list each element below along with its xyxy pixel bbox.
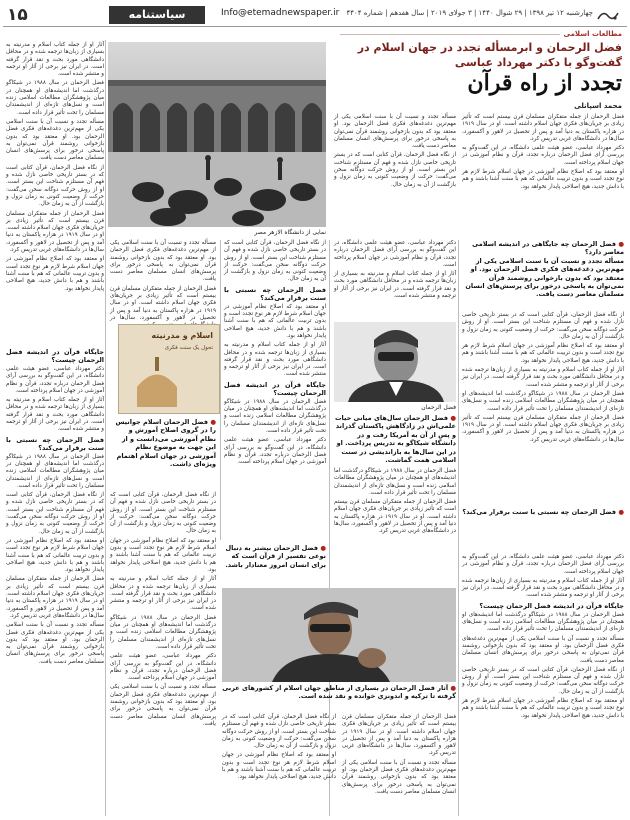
- right-bold-lead: ● فضل الرحمان چه نسبتی با سنت برقرار می‌کند؟: [462, 508, 624, 516]
- paragraph: مسأله تجدد و نسبت آن با سنت اسلامی یکی از مهم‌ترین دغدغه‌های فکری فضل الرحمان بود. او معتقد بود که بدون بازخوانی روشمند قرآن نمی‌توان به پاسخی درخور برای پرسش‌های انسان مسلمان معاصر دست یافت.: [6, 118, 104, 162]
- al-azhar-photo: [108, 42, 326, 227]
- subhead: فضل الرحمان چه نسبتی با سنت برقرار می‌کند؟: [6, 435, 104, 452]
- paragraph: فضل الرحمان در سال ۱۹۸۸ در شیکاگو درگذشت اما اندیشه‌های او همچنان در میان پژوهشگران مطالعات اسلامی زنده است و نسل‌های تازه‌ای از اندیشمندان مسلمان را تحت تأثیر قرار داده است.: [334, 468, 456, 496]
- paragraph: او معتقد بود که اصلاح نظام آموزشی در جهان اسلام شرط لازم هر نوع تجدد است و بدون تربیت عالمانی که هم با سنت آشنا باشند و هم با دانش جدید، هیچ اصلاحی پایدار نخواهد بود.: [110, 537, 216, 573]
- dome-icon: [127, 357, 187, 407]
- kicker-rule: [340, 34, 560, 35]
- book-subtitle: تحول یک سنت فکری: [164, 345, 213, 351]
- portrait-image: [334, 322, 456, 402]
- paragraph: فضل الرحمان از جمله متفکران مسلمان قرن بیستم است که تأثیر زیادی بر جریان‌های فکری جهان اسلام داشته است. او در سال ۱۹۱۹ در هزاره پاکستان به دنیا آمد و پس از تحصیل در لاهور و آکسفورد، سال‌ها در دانشگاه‌های غربی تدریس کرد.: [6, 576, 104, 619]
- column-rule: [105, 40, 106, 816]
- paragraph: فضل الرحمان از جمله متفکران مسلمان قرن بیستم است که تأثیر زیادی بر جریان‌های فکری جهان اسلام داشته است. او در سال ۱۹۱۹ در هزاره پاکستان به دنیا آمد و پس از تحصیل در لاهور و آکسفورد، سال‌ها در دانشگاه‌های غربی تدریس کرد.: [462, 414, 624, 443]
- intro-column: [462, 114, 624, 232]
- portrait-quote: ● فضل الرحمان سال‌های میانی حیات علمی‌اش در زادگاهش پاکستان گذراند و پس از آن به آمریکا رفت و در دانشگاه شیکاگو به تدریس پرداخت. او در این سال‌ها به بازاندیشی در سنت اسلامی همت گماشت.: [334, 414, 456, 465]
- interviewee-photo: [222, 588, 456, 682]
- column-rule: [458, 240, 459, 816]
- book-cover: [118, 324, 220, 414]
- paragraph: فضل الرحمان در سال ۱۹۸۸ در شیکاگو درگذشت اما اندیشه‌های او همچنان در میان پژوهشگران مطالعات اسلامی زنده است و نسل‌های تازه‌ای از اندیشمندان مسلمان را تحت تأثیر قرار داده است.: [6, 453, 104, 489]
- paragraph: فضل الرحمان در سال ۱۹۸۸ در شیکاگو درگذشت اما اندیشه‌های او همچنان در میان پژوهشگران مطالعات اسلامی زنده است و نسل‌های تازه‌ای از اندیشمندان مسلمان را تحت تأثیر قرار داده است.: [110, 614, 216, 650]
- paragraph: او معتقد بود که اصلاح نظام آموزشی در جهان اسلام شرط لازم هر نوع تجدد است و بدون تربیت عالمانی که هم با سنت آشنا باشند و هم با دانش جدید، هیچ اصلاحی پایدار نخواهد بود.: [462, 698, 624, 719]
- page-header: [3, 4, 627, 27]
- portrait-caption: فضل الرحمان: [421, 404, 456, 411]
- paragraph: از نگاه فضل الرحمان، قرآن کتابی است که در بستر تاریخی خاصی نازل شده و فهم آن مستلزم شناخت این بستر است. او از روش حرکت دوگانه سخن می‌گفت: حرکت از وضعیت کنونی به زمان نزول و بازگشت از آن به زمان حال.: [6, 492, 104, 535]
- left-column-top: [6, 42, 104, 342]
- paragraph: فضل الرحمان از جمله متفکران مسلمان قرن بیستم است که تأثیر زیادی بر جریان‌های فکری جهان اسلام داشته است. او در سال ۱۹۱۹ در هزاره پاکستان به دنیا آمد و پس از تحصیل در لاهور و آکسفورد، سال‌ها در: [110, 285, 216, 321]
- subhead: جایگاه قرآن در اندیشه فضل الرحمان چیست؟: [224, 380, 326, 397]
- paragraph: فضل الرحمان در سال ۱۹۸۸ در شیکاگو درگذشت اما اندیشه‌های او همچنان در میان پژوهشگران مطالعات اسلامی زنده است و نسل‌های تازه‌ای از اندیشمندان مسلمان را تحت تأثیر قرار داده است.: [6, 80, 104, 116]
- paragraph: مسأله تجدد و نسبت آن با سنت اسلامی یکی از مهم‌ترین دغدغه‌های فکری فضل الرحمان بود. او معتقد بود که بدون بازخوانی روشمند قرآن نمی‌توان به پاسخی درخور برای پرسش‌های انسان مسلمان معاصر دست یافت.: [342, 759, 456, 795]
- column-rule: [220, 240, 221, 540]
- page-number: ۱۵: [7, 5, 28, 25]
- paragraph: آثار او از جمله کتاب اسلام و مدرنیته به بسیاری از زبان‌ها ترجمه شده و در محافل دانشگاهی مورد بحث و نقد قرار گرفته است. در ایران نیز برخی از آثار او ترجمه و منتشر شده است.: [334, 271, 456, 300]
- paragraph: مسأله تجدد و نسبت آن با سنت اسلامی یکی از مهم‌ترین دغدغه‌های فکری فضل الرحمان بود. او معتقد بود که بدون بازخوانی روشمند قرآن نمی‌توان به پاسخی درخور برای پرسش‌های انسان مسلمان معاصر دست یافت.: [110, 240, 216, 283]
- paragraph: مسأله تجدد و نسبت آن با سنت اسلامی یکی از مهم‌ترین دغدغه‌های فکری فضل الرحمان بود. او معتقد بود که بدون بازخوانی روشمند قرآن نمی‌توان به پاسخی درخور برای پرسش‌های انسان مسلمان معاصر دست یافت.: [6, 622, 104, 665]
- middle-column-bottom: [334, 468, 456, 548]
- paragraph: آثار او از جمله کتاب اسلام و مدرنیته به بسیاری از زبان‌ها ترجمه شده و در محافل دانشگاهی مورد بحث و نقد قرار گرفته است. در ایران نیز برخی از آثار او ترجمه و منتشر شده است.: [6, 397, 104, 433]
- paragraph: آثار او از جمله کتاب اسلام و مدرنیته به بسیاری از زبان‌ها ترجمه شده و در محافل دانشگاهی مورد بحث و نقد قرار گرفته است. در ایران نیز برخی از آثار او ترجمه و منتشر شده است.: [224, 342, 326, 378]
- subhead: جایگاه قرآن در اندیشه فضل الرحمان چیست؟: [479, 601, 624, 610]
- paragraph: آثار او از جمله کتاب اسلام و مدرنیته به بسیاری از زبان‌ها ترجمه شده و در محافل دانشگاهی مورد بحث و نقد قرار گرفته است. در ایران نیز برخی از آثار او ترجمه و منتشر شده است.: [462, 367, 624, 388]
- right-column-bottom: [462, 554, 624, 816]
- interviewee-image: [222, 588, 456, 682]
- paragraph: فضل الرحمان در سال ۱۹۸۸ در شیکاگو درگذشت اما اندیشه‌های او همچنان در میان پژوهشگران مطالعات اسلامی زنده است و نسل‌های تازه‌ای از اندیشمندان مسلمان را تحت تأثیر قرار داده است.: [224, 398, 326, 434]
- paragraph: او معتقد بود که اصلاح نظام آموزشی در جهان اسلام شرط لازم هر نوع تجدد است و بدون تربیت عالمانی که هم با سنت آشنا باشند و هم با دانش جدید، هیچ اصلاحی پایدار نخواهد بود.: [6, 537, 104, 574]
- paragraph: فضل الرحمان از جمله متفکران مسلمان قرن بیستم است که تأثیر زیادی بر جریان‌های فکری جهان اسلام داشته است. او در سال ۱۹۱۹ در هزاره پاکستان به دنیا آمد و پس از تحصیل در لاهور و آکسفورد، سال‌ها در دانشگاه‌های غربی تدریس کرد.: [462, 114, 624, 142]
- paragraph: از نگاه فضل الرحمان، قرآن کتابی است که در بستر تاریخی خاصی نازل شده و فهم آن مستلزم شناخت این بستر است. او از روش حرکت دوگانه سخن می‌گفت: حرکت از وضعیت کنونی به زمان نزول و بازگشت از آن به زمان حال.: [6, 164, 104, 208]
- courtyard-image: [108, 42, 326, 227]
- section-label: سیاستنامه: [109, 6, 205, 24]
- portrait-photo: [334, 322, 456, 402]
- bullet-icon: ●: [616, 508, 624, 516]
- paragraph: دکتر مهرداد عباسی، عضو هیئت علمی دانشگاه، در این گفت‌وگو به بررسی آرای فضل الرحمان درباره تجدد، قرآن و نظام آموزشی در جهان اسلام پرداخته است.: [6, 366, 104, 394]
- paragraph: مسأله تجدد و نسبت آن با سنت اسلامی یکی از مهم‌ترین دغدغه‌های فکری فضل الرحمان بود. او معتقد بود که بدون بازخوانی روشمند قرآن نمی‌توان به پاسخی درخور برای پرسش‌های انسان مسلمان معاصر دست یافت.: [334, 114, 456, 150]
- center-column: [224, 240, 326, 540]
- bullet-icon: ●: [448, 684, 456, 692]
- paragraph: از نگاه فضل الرحمان، قرآن کتابی است که در بستر تاریخی خاصی نازل شده و فهم آن مستلزم شناخت این بستر است. او از روش حرکت دوگانه سخن می‌گفت: حرکت از وضعیت کنونی به زمان نزول و بازگشت از آن به زمان حال.: [334, 152, 456, 188]
- book-quote: ● فضل الرحمان اسلام جوانیس را در گروی اصلاح آموزش و نظام آموزشی می‌دانست و از این جهت به موضوع نظام آموزشی در جهان اسلام اهتمام ویژه‌ای داشت.: [115, 418, 216, 469]
- article-author: محمد اسپانلی: [574, 102, 622, 110]
- paragraph: مسأله تجدد و نسبت آن با سنت اسلامی یکی از مهم‌ترین دغدغه‌های فکری فضل الرحمان بود. او معتقد بود که بدون بازخوانی روشمند قرآن نمی‌توان به پاسخی درخور برای پرسش‌های انسان مسلمان معاصر دست یافت.: [110, 684, 216, 727]
- newspaper-logo-icon: [595, 7, 621, 24]
- paragraph: آثار او از جمله کتاب اسلام و مدرنیته به بسیاری از زبان‌ها ترجمه شده و در محافل دانشگاهی مورد بحث و نقد قرار گرفته است. در ایران نیز برخی از آثار او ترجمه و منتشر شده است.: [110, 576, 216, 612]
- paragraph: دکتر مهرداد عباسی، عضو هیئت علمی دانشگاه، در این گفت‌وگو به بررسی آرای فضل الرحمان درباره تجدد، قرآن و نظام آموزشی در جهان اسلام پرداخته است.: [462, 145, 624, 166]
- paragraph: دکتر مهرداد عباسی، عضو هیئت علمی دانشگاه، در این گفت‌وگو به بررسی آرای فضل الرحمان درباره تجدد، قرآن و نظام آموزشی در جهان اسلام پرداخته است.: [462, 554, 624, 575]
- email-address[interactable]: Info@etemadnewspaper.ir: [221, 8, 340, 18]
- paragraph: دکتر مهرداد عباسی، عضو هیئت علمی دانشگاه، در این گفت‌وگو به بررسی آرای فضل الرحمان درباره تجدد، قرآن و نظام آموزشی در جهان اسلام پرداخته است.: [110, 653, 216, 682]
- dateline: چهارشنبه ۱۲ تیر ۱۳۹۸ | ۲۹ شوال ۱۴۴۰ | ۳ جولای ۲۰۱۹ | سال هفدهم | شماره ۴۴۰۴: [346, 9, 593, 17]
- paragraph: او معتقد بود که اصلاح نظام آموزشی در جهان اسلام شرط لازم هر نوع تجدد است و بدون تربیت عالمانی که هم با سنت آشنا باشند و هم با دانش جدید، هیچ اصلاحی پایدار نخواهد بود.: [222, 752, 336, 781]
- paragraph: از نگاه فضل الرحمان، قرآن کتابی است که در بستر تاریخی خاصی نازل شده و فهم آن مستلزم شناخت این بستر است. او از روش حرکت دوگانه سخن می‌گفت: حرکت از وضعیت کنونی به زمان نزول و بازگشت از آن به زمان حال.: [110, 492, 216, 535]
- right-column-middle: [462, 312, 624, 502]
- bullet-icon: ●: [318, 544, 326, 552]
- paragraph: فضل الرحمان از جمله متفکران مسلمان قرن بیستم است که تأثیر زیادی بر جریان‌های فکری جهان اسلام داشته است. او در سال ۱۹۱۹ در هزاره پاکستان به دنیا آمد و پس از تحصیل در لاهور و آکسفورد، سال‌ها در دانشگاه‌های غربی تدریس کرد.: [342, 714, 456, 757]
- book-title: اسلام و مدرنیته: [151, 331, 213, 340]
- center-quote: ● فضل الرحمان بیشتر به دنبال نوعی تفسیر از قرآن است که برای انسان امروز معنادار باشد.: [225, 544, 326, 569]
- paragraph: او معتقد بود که اصلاح نظام آموزشی در جهان اسلام شرط لازم هر نوع تجدد است و بدون تربیت عالمانی که هم با سنت آشنا باشند و هم با دانش جدید، هیچ اصلاحی پایدار نخواهد بود.: [462, 343, 624, 364]
- paragraph: دکتر مهرداد عباسی، عضو هیئت علمی دانشگاه، در این گفت‌وگو به بررسی آرای فضل الرحمان درباره تجدد، قرآن و نظام آموزشی در جهان اسلام پرداخته است.: [224, 437, 326, 466]
- article-pretitle: فضل الرحمان و ابرمسأله تجدد در جهان اسلام در گفت‌وگو با دکتر مهرداد عباسی: [357, 41, 622, 69]
- paragraph: او معتقد بود که اصلاح نظام آموزشی در جهان اسلام شرط لازم هر نوع تجدد است و بدون تربیت عالمانی که هم با سنت آشنا باشند و هم با دانش جدید، هیچ اصلاحی پایدار نخواهد بود.: [224, 303, 326, 339]
- bold-lead: ● فضل الرحمان چه جایگاهی در اندیشه اسلامی معاصر دارد؟ مسأله تجدد و نسبت آن با سنت اسلامی یکی از مهم‌ترین دغدغه‌های فکری فضل الرحمان بود. او معتقد بود که بدون بازخوانی روشمند قرآن نمی‌توان به پاسخی درخور برای پرسش‌های انسان مسلمان معاصر دست یافت.: [465, 240, 624, 299]
- subhead: جایگاه قرآن در اندیشه فضل الرحمان چیست؟: [6, 348, 104, 364]
- kicker: مطالعات اسلامی: [563, 30, 622, 38]
- intro-column-2: [334, 114, 456, 232]
- paragraph: او معتقد بود که اصلاح نظام آموزشی در جهان اسلام شرط لازم هر نوع تجدد است و بدون تربیت عالمانی که هم با سنت آشنا باشند و هم با دانش جدید، هیچ اصلاحی پایدار نخواهد بود.: [462, 169, 624, 190]
- bottom-center-text: [222, 714, 456, 816]
- left-column-bottom: [6, 346, 104, 816]
- paragraph: او معتقد بود که اصلاح نظام آموزشی در جهان اسلام شرط لازم هر نوع تجدد است و بدون تربیت عالمانی که هم با سنت آشنا باشند و هم با دانش جدید، هیچ اصلاحی پایدار نخواهد بود.: [6, 256, 104, 292]
- subhead: فضل الرحمان چه نسبتی با سنت برقرار می‌کند؟: [224, 285, 326, 302]
- paragraph: فضل الرحمان در سال ۱۹۸۸ در شیکاگو درگذشت اما اندیشه‌های او همچنان در میان پژوهشگران مطالعات اسلامی زنده است و نسل‌های تازه‌ای از اندیشمندان مسلمان را تحت تأثیر قرار داده است.: [462, 611, 624, 633]
- paragraph: آثار او از جمله کتاب اسلام و مدرنیته به بسیاری از زبان‌ها ترجمه شده و در محافل دانشگاهی مورد بحث و نقد قرار گرفته است. در ایران نیز برخی از آثار او ترجمه و منتشر شده است.: [6, 42, 104, 78]
- paragraph: از نگاه فضل الرحمان، قرآن کتابی است که در بستر تاریخی خاصی نازل شده و فهم آن مستلزم شناخت این بستر است. او از روش حرکت دوگانه سخن می‌گفت: حرکت از وضعیت کنونی به زمان نزول و بازگشت از آن به زمان حال.: [462, 312, 624, 340]
- left-middle-column-bottom: [110, 492, 216, 816]
- photo-caption: نمایی از دانشگاه الازهر مصر: [254, 229, 326, 236]
- paragraph: از نگاه فضل الرحمان، قرآن کتابی است که در بستر تاریخی خاصی نازل شده و فهم آن مستلزم شناخت این بستر است. او از روش حرکت دوگانه سخن می‌گفت: حرکت از وضعیت کنونی به زمان نزول و بازگشت از آن به زمان حال.: [462, 666, 624, 695]
- left-middle-column: [110, 240, 216, 320]
- paragraph: فضل الرحمان از جمله متفکران مسلمان قرن بیستم است که تأثیر زیادی بر جریان‌های فکری جهان اسلام داشته است. او در سال ۱۹۱۹ در هزاره پاکستان به دنیا آمد و پس از تحصیل در لاهور و آکسفورد، سال‌ها در دانشگاه‌های غربی تدریس کرد.: [334, 499, 456, 535]
- bullet-icon: ●: [616, 240, 624, 248]
- bullet-icon: ●: [448, 414, 456, 422]
- article-headline: تجدد از راه قرآن: [467, 70, 622, 96]
- paragraph: مسأله تجدد و نسبت آن با سنت اسلامی یکی از مهم‌ترین دغدغه‌های فکری فضل الرحمان بود. او معتقد بود که بدون بازخوانی روشمند قرآن نمی‌توان به پاسخی درخور برای پرسش‌های انسان مسلمان معاصر دست یافت.: [462, 635, 624, 664]
- paragraph: از نگاه فضل الرحمان، قرآن کتابی است که در بستر تاریخی خاصی نازل شده و فهم آن مستلزم شناخت این بستر است. او از روش حرکت دوگانه سخن می‌گفت: حرکت از وضعیت کنونی به زمان نزول و بازگشت از آن به زمان حال.: [224, 240, 326, 283]
- paragraph: فضل الرحمان از جمله متفکران مسلمان قرن بیستم است که تأثیر زیادی بر جریان‌های فکری جهان اسلام داشته است. او در سال ۱۹۱۹ در هزاره پاکستان به دنیا آمد و پس از تحصیل در لاهور و آکسفورد، سال‌ها در دانشگاه‌های غربی تدریس کرد.: [6, 210, 104, 254]
- paragraph: آثار او از جمله کتاب اسلام و مدرنیته به بسیاری از زبان‌ها ترجمه شده و در محافل دانشگاهی مورد بحث و نقد قرار گرفته است. در ایران نیز برخی از آثار او ترجمه و منتشر شده است.: [462, 577, 624, 599]
- interviewee-quote: ● آثار فضل الرحمان در بسیاری از مناطق جهان اسلام از کشورهای عربی گرفته تا ترکیه و اندونزی خوانده و نقد شده است.: [222, 684, 456, 701]
- bullet-icon: ●: [208, 418, 216, 426]
- paragraph: از نگاه فضل الرحمان، قرآن کتابی است که در بستر تاریخی خاصی نازل شده و فهم آن مستلزم شناخت این بستر است. او از روش حرکت دوگانه سخن می‌گفت: حرکت از وضعیت کنونی به زمان نزول و بازگشت از آن به زمان حال.: [222, 714, 336, 750]
- middle-column-top: [334, 240, 456, 320]
- paragraph: فضل الرحمان در سال ۱۹۸۸ در شیکاگو درگذشت اما اندیشه‌های او همچنان در میان پژوهشگران مطالعات اسلامی زنده است و نسل‌های تازه‌ای از اندیشمندان مسلمان را تحت تأثیر قرار داده است.: [462, 390, 624, 412]
- paragraph: دکتر مهرداد عباسی، عضو هیئت علمی دانشگاه، در این گفت‌وگو به بررسی آرای فضل الرحمان درباره تجدد، قرآن و نظام آموزشی در جهان اسلام پرداخته است.: [334, 240, 456, 268]
